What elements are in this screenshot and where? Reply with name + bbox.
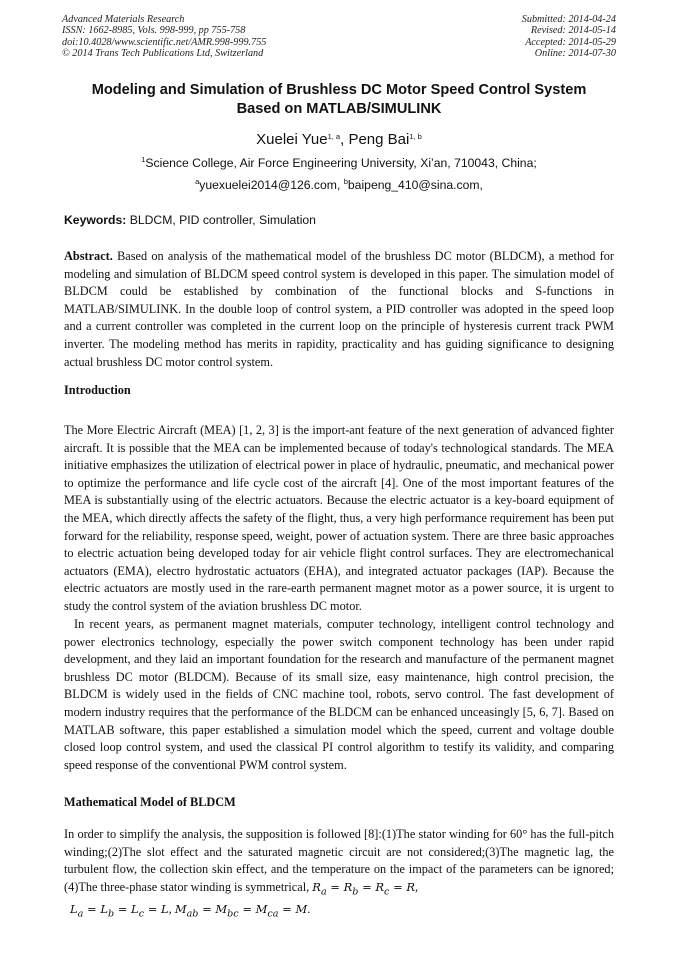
eq-equals-2: = [358,879,376,894]
eq-l-c: L [131,901,139,916]
paper-title [50,81,628,118]
eq-m-sub-ab: ab [186,907,199,919]
abstract-label: Abstract. [64,249,113,263]
equation-resistance [312,879,416,898]
eq-r-end: R [406,879,416,894]
keywords-text: BLDCM, PID controller, Simulation [126,213,316,227]
eq-l-sub-b: b [107,907,115,919]
journal-name: Advanced Materials Research [62,14,185,25]
eq-l-sub-a: a [77,907,84,919]
eq-m-end: M [295,901,308,916]
eq-equals-1: = [326,879,344,894]
eq-l: L [70,901,78,916]
author-2: Peng Bai [348,131,410,148]
revised-date: Revised: 2014-05-14 [530,25,616,37]
introduction-paragraph-1: The More Electric Aircraft (MEA) [1, 2, 3] is the import-ant feature of the next generation of advanced fighter aircraft. It is possible that the MEA can be implemented because of today's technological standards. The MEA initiative emphasizes the utilization of electrical power in place of hydraulic, pneumatic, and mechanical power to optimize the performance and life cycle cost of the aircraft [4]. One of the most important features of the MEA is substantially using of the electric actuators. Because the electric actuator is a key-board equipment of the MEA, which directly affects the safety of the flight, thus, a very high performance requirement has been put forward for the reliability, response speed, weight, power of actuation system. There are three basic approaches to electric actuation being developed today for air vehicle flight control surfaces. They are electromechanical actuators (EMA), electro hydrostatic actuators (EHA), and integrated actuator packages (IAP). Because the electric actuators are mostly used in the rare-earth permanent magnet motor as a power source, it is urgent to study the control system of the aviation brushless DC motor. [64,423,614,613]
eq-r-sub-a: a [320,886,327,898]
abstract-text: Based on analysis of the mathematical model of the brushless DC motor (BLDCM), a method for modeling and simulation of BLDCM speed control system is developed in this paper. The simulation model of BLDCM could be established by combination of the functional blocks and S-functions in MATLAB/SIMULINK. In the double loop of control system, a PID controller was adopted in the speed loop and a current controller was completed in the current loop on the principle of hysteresis current track PWM inverter. The modeling method has merits in rapidity, practicality and has guiding significance to designing actual brushless DC motor control system. [64,249,614,369]
eq-l-sub-c: c [138,907,145,919]
submitted-date: Submitted: 2014-04-24 [521,14,616,25]
math-model-paragraph [64,826,614,923]
eq-comma-1: , [415,879,419,894]
copyright-line: © 2014 Trans Tech Publications Ltd, Switzerland [62,48,264,60]
eq-period: . [307,901,311,916]
title-line-1: Modeling and Simulation of Brushless DC Motor Speed Control System [91,82,587,98]
abstract [64,248,614,371]
eq-r-sub-c: c [384,886,390,898]
math-model-heading: Mathematical Model of BLDCM [64,795,236,809]
author-emails [40,178,638,192]
issn-line: ISSN: 1662-8985, Vols. 998-999, pp 755-758 [62,25,246,37]
email-b-sup: b [343,177,348,186]
eq-l-end: L [161,901,169,916]
eq-m-c: M [255,901,268,916]
author-1-sup: 1, a [327,132,341,141]
author-2-sup: 1, b [409,132,422,141]
doi-line: doi:10.4028/www.scientific.net/AMR.998-999.755 [62,36,267,48]
keywords-label: Keywords: [64,213,127,227]
eq-r-sub-b: b [352,886,359,898]
equation-inductance [64,901,169,919]
affiliation [40,156,638,170]
eq-l-b: L [100,901,108,916]
eq-m-sub-bc: bc [227,907,239,919]
keywords [64,213,614,228]
header-right [376,14,616,60]
eq-r-b: R [343,879,353,894]
affiliation-text: Science College, Air Force Engineering University, Xi’an, 710043, China; [145,156,537,170]
email-a: yuexuelei2014@126.com, [199,178,344,192]
introduction-paragraph-2: In recent years, as permanent magnet materials, computer technology, intelligent control technology and power electronics technology, especially the power switch component technology has been under rapid development, and they laid an important foundation for the research and manufacture of the permanent magnet brushless DC motor (BLDCM). Because of its small size, easy maintenance, high control precision, the BLDCM is widely used in the fields of CNC machine tool, robots, servo control. The fast development of modern industry requires that the performance of the BLDCM can be enhanced unceasingly [5, 6, 7]. Based on MATLAB software, this paper established a simulation model which the speed, current and voltage double closed loop control system, and used the classical PI control algorithm to testify its validity, and comparing speed response of the conventional PWM control system. [64,617,614,772]
equation-mutual [174,901,308,919]
eq-m-sub-ca: ca [267,907,279,919]
eq-r: R [312,879,321,894]
affiliation-sup: 1 [141,155,146,164]
email-a-sup: a [195,177,200,186]
introduction-heading: Introduction [64,383,131,397]
title-line-2: Based on MATLAB/SIMULINK [236,100,442,117]
eq-r-c: R [375,879,385,894]
eq-m: M [174,901,187,916]
math-model-text: In order to simplify the analysis, the supposition is followed [8]:(1)The stator winding for 60° has the full-pitch winding;(2)The slot effect and the saturated magnetic circuit are not considered;(3)The magnetic lag, the turbulent flow, the collection skin effect, and the temperature on the impact of the parameters can be ignored;(4)The three-phase stator winding is symmetrical, [64,827,614,894]
online-date: Online: 2014-07-30 [534,48,616,60]
eq-equals-5: = [114,901,132,916]
header-left [62,14,362,60]
author-list [40,131,638,149]
author-1: Xuelei Yue [256,131,328,148]
eq-m-b: M [215,901,228,916]
eq-equals-7: = [198,901,216,916]
accepted-date: Accepted: 2014-05-29 [525,36,616,48]
eq-equals-3: = [389,879,407,894]
eq-equals-8: = [238,901,256,916]
eq-comma-2: , [168,901,172,916]
eq-equals-9: = [278,901,296,916]
eq-equals-6: = [144,901,162,916]
author-separator: , [340,131,349,148]
eq-equals-4: = [83,901,101,916]
email-b: baipeng_410@sina.com, [347,178,483,192]
